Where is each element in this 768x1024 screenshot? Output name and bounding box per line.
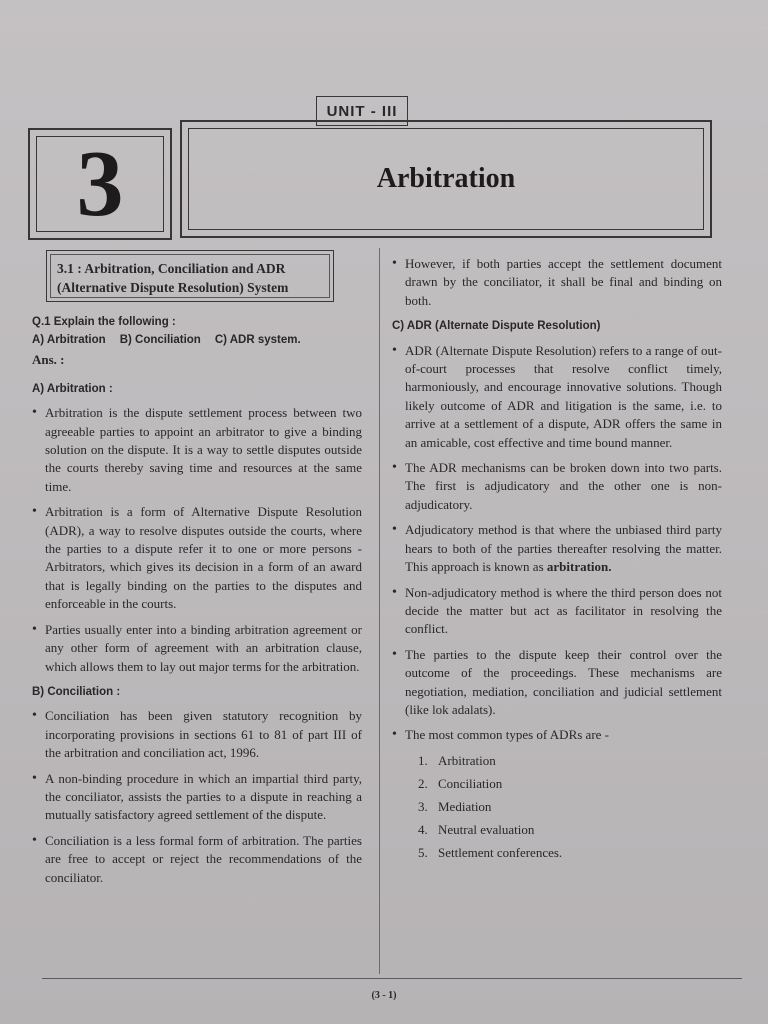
page-number: (3 - 1) <box>371 990 397 1001</box>
chapter-number-box <box>28 128 172 240</box>
conciliation-point: • Conciliation has been given statutory recognition by incorporating provisions in sections 61 to 81 of part III of the arbitration and conciliation act, 1996. <box>32 707 362 762</box>
left-column <box>32 314 362 894</box>
adr-point: • The ADR mechanisms can be broken down into two parts. The first is adjudicatory and the other one is non-adjudicatory. <box>392 459 722 514</box>
list-item: 5. Settlement conferences. <box>418 844 563 860</box>
list-item: 3. Mediation <box>418 798 492 814</box>
list-item: 4. Neutral evaluation <box>418 821 535 837</box>
question-option: B) Conciliation <box>119 334 201 346</box>
conciliation-point: • Conciliation is a less formal form of arbitration. The parties are free to accept or reject the recommendations of the conciliator. <box>32 832 362 887</box>
arbitration-point: • Parties usually enter into a binding arbitration agreement or any other form of agreement with an arbitration clause, which allows them to lay out major terms for the arbitration. <box>32 621 362 676</box>
adr-point: • The parties to the dispute keep their control over the outcome of the proceedings. These mechanisms are negotiation, mediation, conciliation and judicial settlement (like lok adalats). <box>392 646 722 720</box>
conciliation-point: • A non-binding procedure in which an impartial third party, the conciliator, assists the parties to a dispute in reaching a mutually satisfactory agreed settlement of the dispute. <box>32 770 362 825</box>
list-item: 2. Conciliation <box>418 775 503 791</box>
adjudicatory-point-bold: arbitration. <box>546 559 612 575</box>
right-column <box>392 255 722 867</box>
question-label: Q.1 Explain the following : <box>32 316 176 328</box>
question-option: C) ADR system. <box>214 334 301 346</box>
chapter-title-box <box>180 120 712 238</box>
arbitration-point: • Arbitration is the dispute settlement process between two agreeable parties to appoint an arbitrator to give a binding solution on the dispute. It is a way to settle disputes outside the courts thereby saving time and resources at the same time. <box>32 404 362 496</box>
unit-label: UNIT - III <box>316 96 408 126</box>
arbitration-heading: A) Arbitration : <box>32 382 113 395</box>
question-option: A) Arbitration <box>32 334 106 346</box>
adr-point: • The most common types of ADRs are - <box>392 726 722 744</box>
conciliation-heading: B) Conciliation : <box>32 685 121 698</box>
section-title-box <box>46 250 334 302</box>
chapter-number: 3 <box>36 136 164 232</box>
adr-point: • ADR (Alternate Dispute Resolution) refers to a range of out-of-court processes that resolve conflict timely, harmoniously, and encourage innovative solutions. Though likely outcome of ADR and litigation is the same, i.e. to arrive at a settlement of a dispute, ADR offers the same in an amicable, cost effective and time bound manner. <box>392 342 722 452</box>
chapter-title: Arbitration <box>188 128 704 230</box>
adr-heading: C) ADR (Alternate Dispute Resolution) <box>392 320 601 333</box>
arbitration-point: • Arbitration is a form of Alternative Dispute Resolution (ADR), a way to resolve disputes outside the courts, where the parties to a dispute refer it to one or more persons - Arbitrators, which gives its decision in a form of an award that is legally binding on the parties to the disputes and enforceable in the courts. <box>32 503 362 613</box>
adjudicatory-point-text: Adjudicatory method is that where the unbiased third party hears to both of the parties thereafter resolving the matter. This approach is known as <box>405 522 722 575</box>
footer-divider <box>42 978 742 979</box>
list-item: 1. Arbitration <box>418 752 496 768</box>
column-divider <box>379 248 380 974</box>
section-title: 3.1 : Arbitration, Conciliation and ADR (Alternative Dispute Resolution) System <box>50 254 330 298</box>
answer-label: Ans. : <box>32 352 65 368</box>
question-options <box>32 331 362 349</box>
adjudicatory-point <box>392 521 722 576</box>
conciliation-final-point: • However, if both parties accept the settlement document drawn by the conciliator, it shall be final and binding on both. <box>392 255 722 310</box>
adr-types-list <box>392 752 722 862</box>
adr-point: • Non-adjudicatory method is where the third person does not decide the matter but act as facilitator in resolving the conflict. <box>392 584 722 639</box>
